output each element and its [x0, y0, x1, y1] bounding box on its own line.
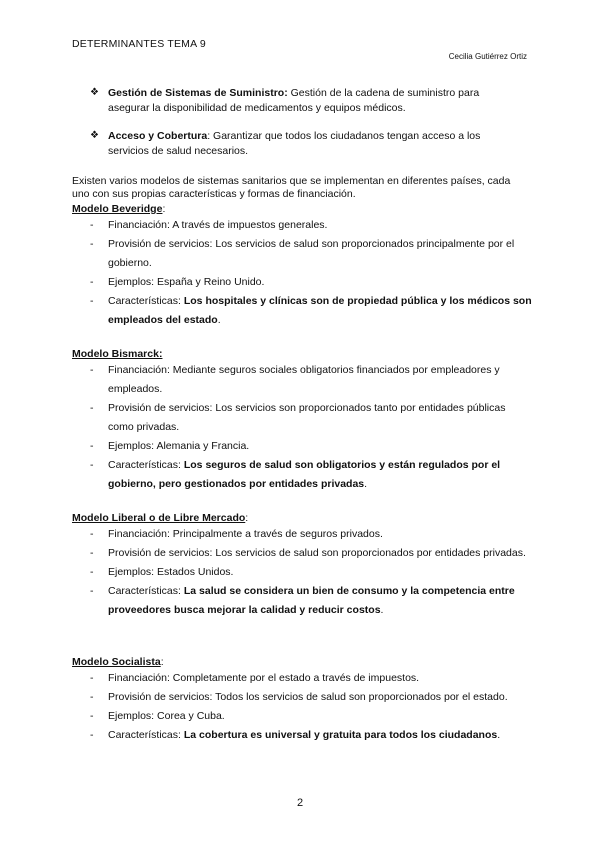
model-items — [72, 525, 532, 620]
list-item: - Ejemplos: Alemania y Francia. — [72, 437, 532, 456]
model-section — [72, 656, 532, 745]
diamond-bullet-icon: ❖ — [90, 87, 99, 98]
bullet-list — [90, 86, 510, 172]
model-section — [72, 348, 532, 494]
header-title: DETERMINANTES TEMA 9 — [72, 38, 206, 50]
dash-bullet: - — [90, 238, 94, 250]
model-items — [72, 669, 532, 745]
dash-bullet: - — [90, 729, 94, 741]
dash-bullet: - — [90, 440, 94, 452]
list-item: - Ejemplos: Estados Unidos. — [72, 563, 532, 582]
dash-bullet: - — [90, 672, 94, 684]
list-item: - Provisión de servicios: Los servicios son proporcionados tanto por entidades públicas como privadas. — [72, 399, 532, 437]
dash-bullet: - — [90, 547, 94, 559]
list-item: - Provisión de servicios: Los servicios de salud son proporcionados principalmente por el gobierno. — [72, 235, 532, 273]
bullet-item — [90, 86, 510, 115]
page-number: 2 — [296, 797, 304, 809]
model-items — [72, 361, 532, 494]
list-item: - Ejemplos: España y Reino Unido. — [72, 273, 532, 292]
dash-bullet: - — [90, 710, 94, 722]
dash-bullet: - — [90, 402, 94, 414]
model-items — [72, 216, 532, 330]
bullet-text: Gestión de la cadena de suministro para asegurar la disponibilidad de medicamentos y equipos médicos. — [108, 87, 480, 114]
dash-bullet: - — [90, 295, 94, 307]
dash-bullet: - — [90, 691, 94, 703]
list-item: - Provisión de servicios: Los servicios de salud son proporcionados por entidades privadas. — [72, 544, 532, 563]
bullet-item — [90, 129, 510, 158]
list-item: - Financiación: A través de impuestos generales. — [72, 216, 532, 235]
list-item: - Provisión de servicios: Todos los servicios de salud son proporcionados por el estado. — [72, 688, 532, 707]
model-title: Modelo Beveridge — [72, 203, 163, 215]
dash-bullet: - — [90, 459, 94, 471]
dash-bullet: - — [90, 219, 94, 231]
model-heading: Modelo Liberal o de Libre Mercado: — [72, 512, 249, 524]
model-heading — [72, 348, 532, 361]
model-section — [72, 512, 532, 620]
list-item: - Financiación: Completamente por el estado a través de impuestos. — [72, 669, 532, 688]
list-item: - Características: La cobertura es universal y gratuita para todos los ciudadanos. — [72, 726, 532, 745]
dash-bullet: - — [90, 566, 94, 578]
dash-bullet: - — [90, 528, 94, 540]
list-item: - Características: Los seguros de salud son obligatorios y están regulados por el gobierno, pero gestionados por entidades privadas. — [72, 456, 532, 494]
list-item: - Ejemplos: Corea y Cuba. — [72, 707, 532, 726]
model-title: Modelo Socialista — [72, 656, 161, 668]
list-item: - Financiación: Mediante seguros sociales obligatorios financiados por empleadores y empleados. — [72, 361, 532, 399]
model-title: Modelo Liberal o de Libre Mercado — [72, 512, 246, 524]
bullet-term: Gestión de Sistemas de Suministro: — [108, 87, 288, 99]
dash-bullet: - — [90, 364, 94, 376]
intro-paragraph: Existen varios modelos de sistemas sanitarios que se implementan en diferentes países, cada uno con sus propias características y formas de financiación. — [72, 175, 511, 200]
list-item: - Características: Los hospitales y clínicas son de propiedad pública y los médicos son empleados del estado. — [72, 292, 532, 330]
model-heading: Modelo Socialista: — [72, 656, 164, 668]
header-author: Cecilia Gutiérrez Ortiz — [448, 52, 527, 61]
list-item: - Características: La salud se considera un bien de consumo y la competencia entre proveedores busca mejorar la calidad y reducir costos. — [72, 582, 532, 620]
dash-bullet: - — [90, 276, 94, 288]
diamond-bullet-icon: ❖ — [90, 130, 99, 141]
bullet-text: : Garantizar que todos los ciudadanos tengan acceso a los servicios de salud necesarios. — [108, 130, 481, 157]
list-item: - Financiación: Principalmente a través de seguros privados. — [72, 525, 532, 544]
bullet-term: Acceso y Cobertura — [108, 130, 208, 142]
model-heading: Modelo Beveridge: — [72, 203, 166, 215]
model-title: Modelo Bismarck: — [72, 348, 163, 360]
model-section — [72, 203, 532, 330]
dash-bullet: - — [90, 585, 94, 597]
